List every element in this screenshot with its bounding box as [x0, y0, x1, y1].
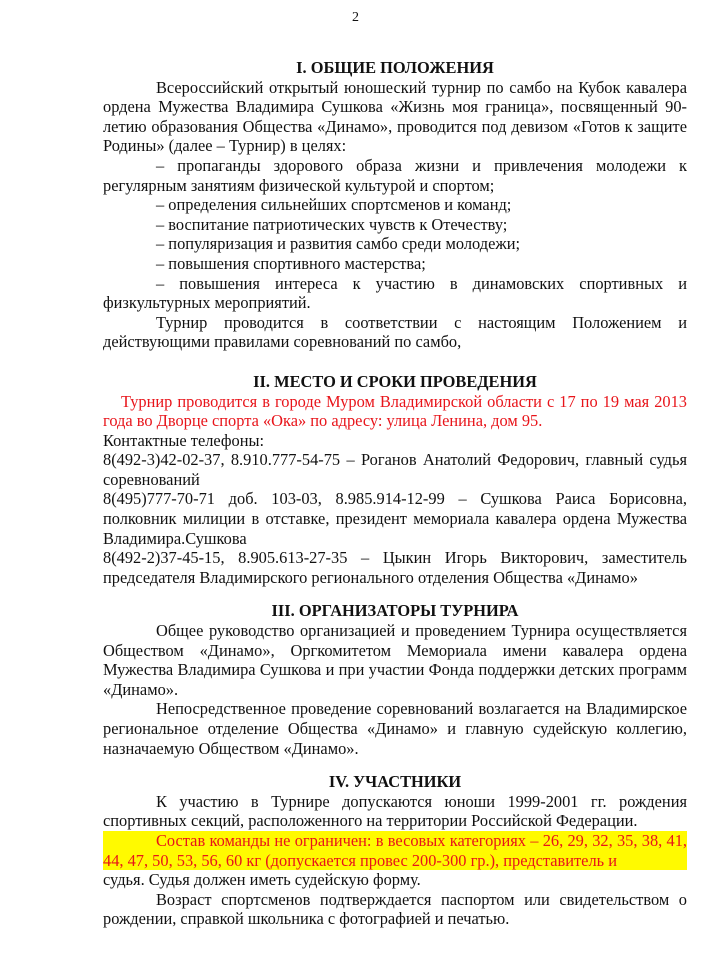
goal-item: – повышения спортивного мастерства; — [156, 253, 426, 273]
organizers-paragraph: Непосредственное проведение соревнований возлагается на Владимирское региональное отделение Общества «Динамо» и главную судейскую коллегию, назначаемую Обществом «Динамо». — [103, 699, 687, 758]
section-4-title: IV. УЧАСТНИКИ — [328, 772, 462, 792]
section-1-title: I. ОБЩИЕ ПОЛОЖЕНИЯ — [296, 58, 494, 77]
venue-text: Турнир проводится в городе Муром Владимирской области с 17 по 19 мая 2013 года во Дворце спорта «Ока» по адресу: улица Ленина, дом 95. — [103, 391, 687, 431]
page-number: 2 — [352, 10, 359, 25]
contact-entry: 8(492-2)37-45-15, 8.905.613-27-35 – Цыкин Игорь Викторович, заместитель председателя Владимирского регионального отделения Общества «Динамо» — [103, 548, 687, 587]
organizers-paragraph: Общее руководство организацией и проведением Турнира осуществляется Обществом «Динамо», Оргкомитетом Мемориала имени кавалера ордена Мужества Владимира Сушкова и при участии Фонда поддержки детских программ «Динамо». — [103, 621, 687, 699]
goal-item: – пропаганды здорового образа жизни и привлечения молодежи к регулярным занятиям физической культурой и спортом; — [103, 155, 687, 195]
contact-entry: 8(495)777-70-71 доб. 103-03, 8.985.914-12-99 – Сушкова Раиса Борисовна, полковник милиции в отставке, президент мемориала кавалера ордена Мужества Владимира.Сушкова — [103, 489, 687, 548]
age-verification-paragraph: Возраст спортсменов подтверждается паспортом или свидетельством о рождении, справкой школьника с фотографией и печатью. — [103, 889, 687, 929]
team-composition-highlight: Состав команды не ограничен: в весовых категориях – 26, 29, 32, 35, 38, 41, 44, 47, 50, 53, 56, 60 кг (допускается провес 200-300 гр.), представитель и — [103, 830, 687, 870]
goal-item: – воспитание патриотических чувств к Отечеству; — [156, 214, 508, 234]
section-1-closing: Турнир проводится в соответствии с настоящим Положением и действующими правилами соревнований по самбо, — [103, 312, 687, 352]
goal-item: – повышения интереса к участию в динамовских спортивных и физкультурных мероприятий. — [103, 273, 687, 313]
referee-note: судья. Судья должен иметь судейскую форму. — [103, 870, 421, 890]
section-1-intro: Всероссийский открытый юношеский турнир по самбо на Кубок кавалера ордена Мужества Владимира Сушкова «Жизнь моя граница», посвященный 90-летию образования Общества «Динамо», проводится под девизом «Готов к защите Родины» (далее – Турнир) в целях: — [103, 77, 687, 156]
contacts-label: Контактные телефоны: — [103, 430, 265, 450]
section-3-title: III. ОРГАНИЗАТОРЫ ТУРНИРА — [271, 601, 519, 621]
goal-item: – популяризация и развития самбо среди молодежи; — [156, 234, 521, 254]
goal-item: – определения сильнейших спортсменов и команд; — [156, 195, 512, 215]
document-body — [103, 58, 687, 929]
section-2-title: II. МЕСТО И СРОКИ ПРОВЕДЕНИЯ — [253, 371, 537, 391]
contact-entry: 8(492-3)42-02-37, 8.910.777-54-75 – Роганов Анатолий Федорович, главный судья соревнований — [103, 450, 687, 489]
participants-paragraph: К участию в Турнире допускаются юноши 1999-2001 гг. рождения спортивных секций, расположенного на территории Российской Федерации. — [103, 791, 687, 831]
